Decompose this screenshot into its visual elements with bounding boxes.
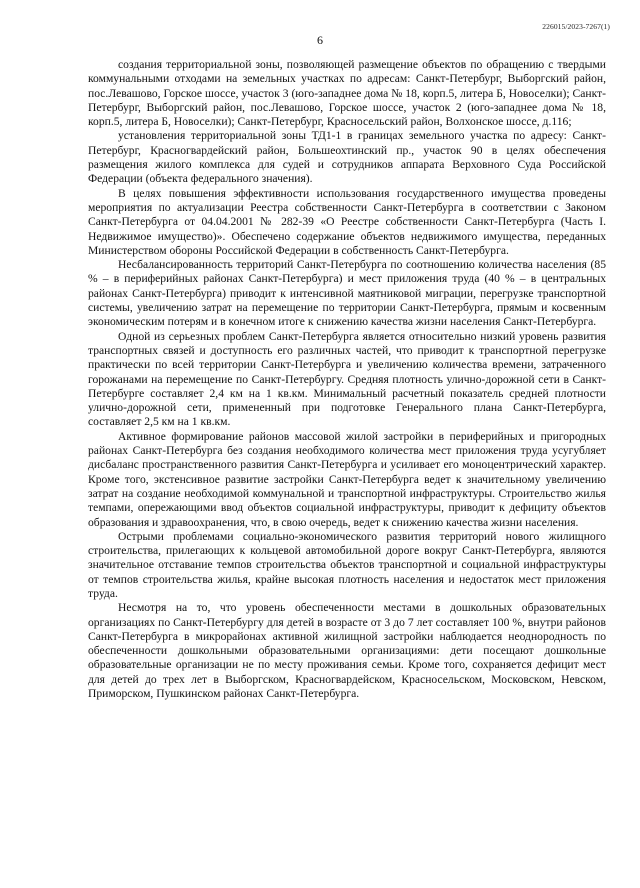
- paragraph: Одной из серьезных проблем Санкт-Петербурга является относительно низкий уровень развития транспортных связей и доступность его различных частей, что приводит к транспортной перегрузке практически по всей территории Санкт-Петербурга и увеличению количества времени, затраченного горожанами на перемещение по Санкт-Петербургу. Средняя плотность улично-дорожной сети в Санкт-Петербурге составляет 2,4 км на 1 кв.км. Минимальный расчетный показатель средней плотности улично-дорожной сети, примененный при подготовке Генерального плана Санкт-Петербурга, составляет 2,5 км на 1 кв.км.: [88, 329, 606, 429]
- document-body: [88, 58, 606, 701]
- paragraph: создания территориальной зоны, позволяющей размещение объектов по обращению с твердыми коммунальными отходами на земельных участках по адресам: Санкт-Петербург, Выборгский район, пос.Левашово, Горское шоссе, участок 3 (юго-западнее дома № 18, корп.5, литера Б, Новоселки); Санкт-Петербург, Выборгский район, пос.Левашово, Горское шоссе, участок 2 (юго-западнее дома № 18, корп.5, литера Б, Новоселки); Санкт-Петербург, Красносельский район, Волхонское шоссе, д.116;: [88, 58, 606, 129]
- page-number: 6: [317, 33, 323, 47]
- paragraph: Острыми проблемами социально-экономического развития территорий нового жилищного строительства, прилегающих к кольцевой автомобильной дороге вокруг Санкт-Петербурга, являются значительное отставание темпов строительства объектов транспортной и социальной инфраструктуры от темпов строительства жилья, крайне высокая плотность населения и недостаток мест приложения труда.: [88, 529, 606, 600]
- paragraph: В целях повышения эффективности использования государственного имущества проведены мероприятия по актуализации Реестра собственности Санкт-Петербурга в соответствии с Законом Санкт-Петербурга от 04.04.2001 № 282-39 «О Реестре собственности Санкт-Петербурга (Часть I. Недвижимое имущество)». Обеспечено содержание объектов недвижимого имущества, переданных Министерством обороны Российской Федерации в собственность Санкт-Петербурга.: [88, 186, 606, 257]
- paragraph: Активное формирование районов массовой жилой застройки в периферийных и пригородных районах Санкт-Петербурга без создания необходимого количества мест приложения труда усугубляет дисбаланс пространственного развития Санкт-Петербурга и усиливает его моноцентрический характер. Кроме того, экстенсивное развитие застройки Санкт-Петербурга ведет к значительному увеличению затрат на создание необходимой коммунальной и транспортной инфраструктуры. Строительство жилья темпами, опережающими ввод объектов социальной инфраструктуры, приводит к дефициту объектов образования и здравоохранения, что, в свою очередь, ведет к снижению качества жизни населения.: [88, 429, 606, 529]
- paragraph: установления территориальной зоны ТД1-1 в границах земельного участка по адресу: Санкт-Петербург, Красногвардейский район, Большеохтинский пр., участок 90 в целях обеспечения размещения жилого комплекса для судей и сотрудников аппарата Верховного Суда Российской Федерации (объекта федерального значения).: [88, 129, 606, 186]
- document-registration-number: 226015/2023-7267(1): [542, 22, 610, 31]
- paragraph: Несмотря на то, что уровень обеспеченности местами в дошкольных образовательных организациях по Санкт-Петербургу для детей в возрасте от 3 до 7 лет составляет 100 %, внутри районов Санкт-Петербурга в микрорайонах активной жилищной застройки наблюдается неоднородность по обеспеченности дошкольными образовательными организациями: дети посещают дошкольные образовательные организации не по месту проживания семьи. Кроме того, сохраняется дефицит мест для детей до трех лет в Выборгском, Красногвардейском, Красносельском, Московском, Невском, Приморском, Пушкинском районах Санкт-Петербурга.: [88, 601, 606, 701]
- paragraph: Несбалансированность территорий Санкт-Петербурга по соотношению количества населения (85 % – в периферийных районах Санкт-Петербурга) и мест приложения труда (40 % – в центральных районах Санкт-Петербурга) приводит к интенсивной маятниковой миграции, перегрузке транспортной системы, увеличению затрат на перемещение по территории Санкт-Петербурга, прямым и косвенным экономическим потерям и в конечном итоге к снижению качества жизни населения Санкт-Петербурга.: [88, 258, 606, 329]
